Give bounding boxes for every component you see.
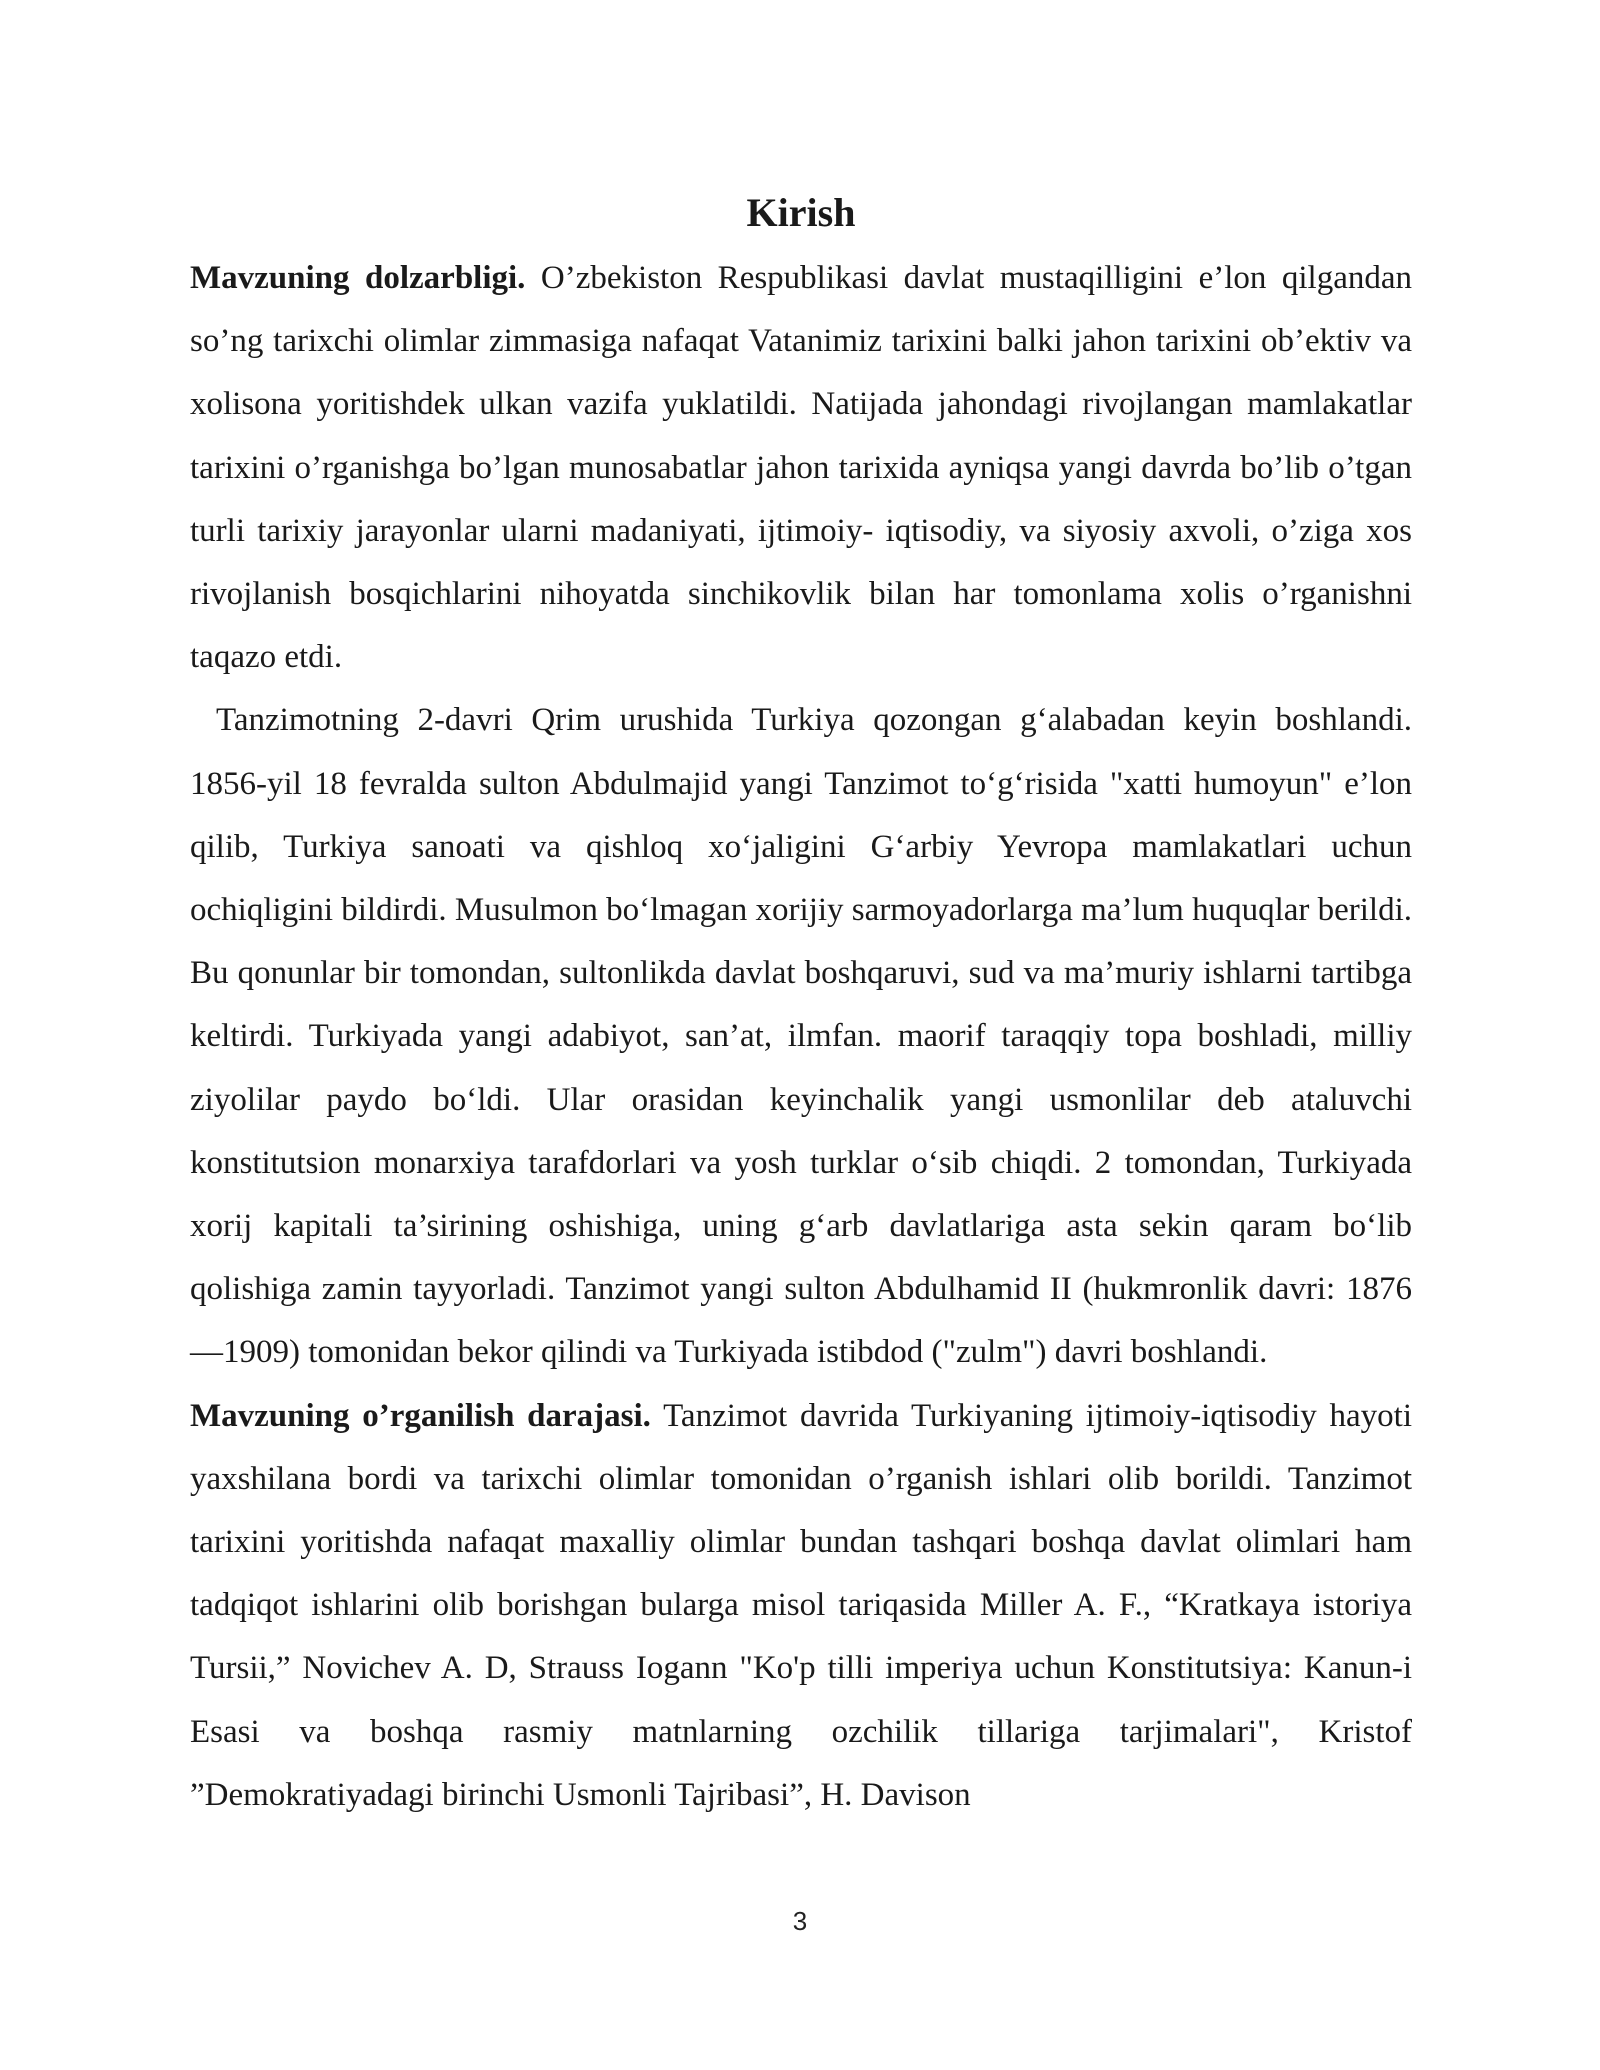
paragraph-heading-study-level: Mavzuning o’rganilish darajasi. bbox=[190, 1397, 651, 1434]
document-page bbox=[190, 185, 1412, 1827]
document-title: Kirish bbox=[746, 190, 856, 235]
page-number: 3 bbox=[792, 1906, 808, 1936]
paragraph-tanzimat-period bbox=[190, 689, 1412, 1384]
paragraph-relevance bbox=[190, 247, 1412, 689]
paragraph-text-relevance: O’zbekiston Respublikasi davlat mustaqilligini e’lon qilgandan so’ng tarixchi olimlar zimmasiga nafaqat Vatanimiz tarixini balki jahon tarixini ob’ektiv va xolisona yoritishdek ulkan vazifa yuklatildi. Natijada jahondagi rivojlangan mamlakatlar tarixini o’rganishga bo’lgan munosabatlar jahon tarixida ayniqsa yangi davrda bo’lib o’tgan turli tarixiy jarayonlar ularni madaniyati, ijtimoiy- iqtisodiy, va siyosiy axvoli, o’ziga xos rivojlanish bosqichlarini nihoyatda sinchikovlik bilan har tomonlama xolis o’rganishni taqazo etdi. bbox=[190, 260, 1412, 676]
paragraph-text-study-level: Tanzimot davrida Turkiyaning ijtimoiy-iqtisodiy hayoti yaxshilana bordi va tarixchi olimlar tomonidan o’rganish ishlari olib borildi. Tanzimot tarixini yoritishda nafaqat maxalliy olimlar bundan tashqari boshqa davlat olimlari ham tadqiqot ishlarini olib borishgan bularga misol tariqasida Miller A. F., “Kratkaya istoriya Tursii,” Novichev A. D, Strauss Iogann "Ko'p tilli imperiya uchun Konstitutsiya: Kanun-i Esasi va boshqa rasmiy matnlarning ozchilik tillariga tarjimalari", Kristof ”Demokratiyadagi birinchi Usmonli Tajribasi”, H. Davison bbox=[190, 1397, 1412, 1813]
paragraph-heading-relevance: Mavzuning dolzarbligi. bbox=[190, 260, 526, 296]
paragraph-text-tanzimat-period: Tanzimotning 2-davri Qrim urushida Turkiya qozongan g‘alabadan keyin boshlandi. 1856-yil 18 fevralda sulton Abdulmajid yangi Tanzimot to‘g‘risida "xatti humoyun" e’lon qilib, Turkiya sanoati va qishloq xo‘jaligini G‘arbiy Yevropa mamlakatlari uchun ochiqligini bildirdi. Musulmon bo‘lmagan xorijiy sarmoyadorlarga ma’lum huquqlar berildi. Bu qonunlar bir tomondan, sultonlikda davlat boshqaruvi, sud va ma’muriy ishlarni tartibga keltirdi. Turkiyada yangi adabiyot, san’at, ilmfan. maorif taraqqiy topa boshladi, milliy ziyolilar paydo bo‘ldi. Ular orasidan keyinchalik yangi usmonlilar deb ataluvchi konstitutsion monarxiya tarafdorlari va yosh turklar o‘sib chiqdi. 2 tomondan, Turkiyada xorij kapitali ta’sirining oshishiga, uning g‘arb davlatlariga asta sekin qaram bo‘lib qolishiga zamin tayyorladi. Tanzimot yangi sulton Abdulhamid II (hukmronlik davri: 1876—1909) tomonidan bekor qilindi va Turkiyada istibdod ("zulm") davri boshlandi. bbox=[190, 702, 1413, 1371]
paragraph-study-level bbox=[190, 1385, 1412, 1827]
